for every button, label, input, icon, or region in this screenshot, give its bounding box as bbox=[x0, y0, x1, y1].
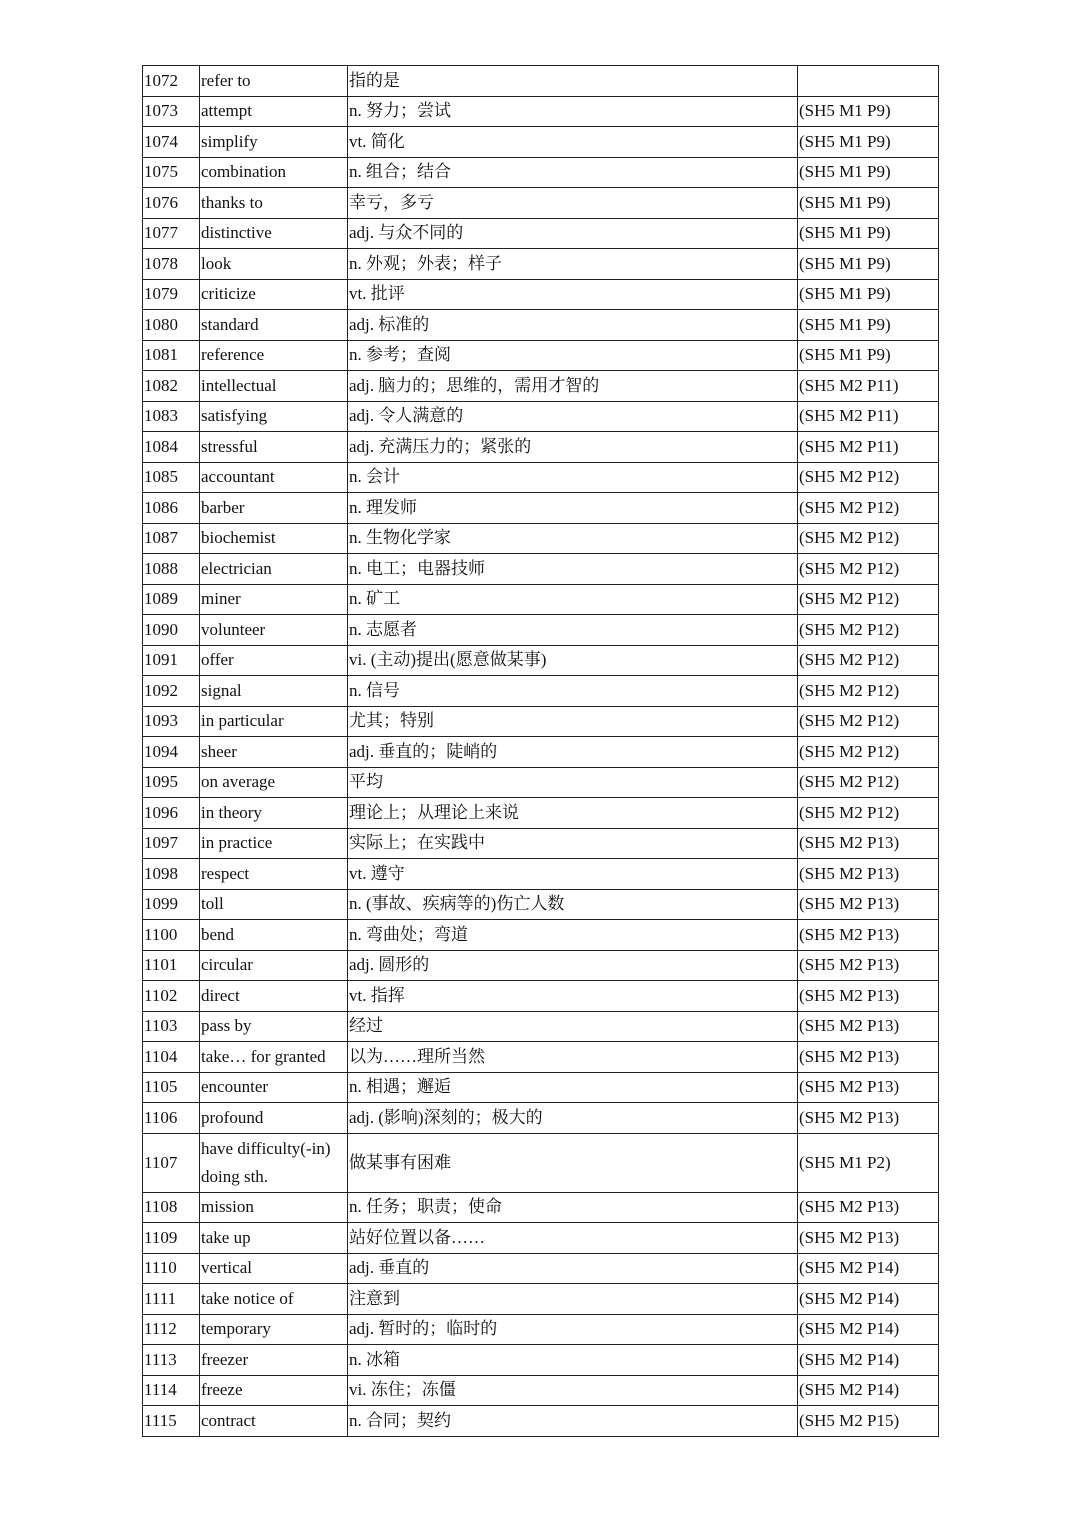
entry-number: 1100 bbox=[143, 920, 200, 951]
entry-source: (SH5 M2 P12) bbox=[798, 584, 939, 615]
entry-source: (SH5 M1 P9) bbox=[798, 310, 939, 341]
table-row bbox=[143, 96, 939, 127]
table-row bbox=[143, 798, 939, 829]
table-row bbox=[143, 1042, 939, 1073]
entry-number: 1095 bbox=[143, 767, 200, 798]
entry-definition: 以为……理所当然 bbox=[348, 1042, 798, 1073]
entry-word: simplify bbox=[200, 127, 348, 158]
entry-source: (SH5 M2 P13) bbox=[798, 920, 939, 951]
table-row bbox=[143, 1223, 939, 1254]
table-row bbox=[143, 1192, 939, 1223]
entry-source: (SH5 M1 P2) bbox=[798, 1133, 939, 1192]
table-row bbox=[143, 493, 939, 524]
entry-number: 1103 bbox=[143, 1011, 200, 1042]
table-row bbox=[143, 737, 939, 768]
table-row bbox=[143, 889, 939, 920]
entry-source: (SH5 M2 P11) bbox=[798, 401, 939, 432]
entry-word: refer to bbox=[200, 66, 348, 97]
entry-word: accountant bbox=[200, 462, 348, 493]
entry-word: attempt bbox=[200, 96, 348, 127]
table-row bbox=[143, 371, 939, 402]
table-row bbox=[143, 1314, 939, 1345]
entry-word: contract bbox=[200, 1406, 348, 1437]
entry-source: (SH5 M2 P12) bbox=[798, 737, 939, 768]
entry-word: profound bbox=[200, 1103, 348, 1134]
entry-word: sheer bbox=[200, 737, 348, 768]
entry-number: 1074 bbox=[143, 127, 200, 158]
entry-source bbox=[798, 66, 939, 97]
entry-definition: adj. 充满压力的；紧张的 bbox=[348, 432, 798, 463]
entry-number: 1086 bbox=[143, 493, 200, 524]
entry-number: 1092 bbox=[143, 676, 200, 707]
entry-source: (SH5 M2 P13) bbox=[798, 889, 939, 920]
entry-source: (SH5 M1 P9) bbox=[798, 340, 939, 371]
table-row bbox=[143, 859, 939, 890]
table-row bbox=[143, 66, 939, 97]
entry-word: stressful bbox=[200, 432, 348, 463]
entry-source: (SH5 M2 P12) bbox=[798, 706, 939, 737]
entry-word: freezer bbox=[200, 1345, 348, 1376]
entry-number: 1087 bbox=[143, 523, 200, 554]
entry-source: (SH5 M2 P13) bbox=[798, 1072, 939, 1103]
entry-number: 1090 bbox=[143, 615, 200, 646]
entry-number: 1077 bbox=[143, 218, 200, 249]
entry-source: (SH5 M2 P14) bbox=[798, 1314, 939, 1345]
table-row bbox=[143, 828, 939, 859]
entry-word: mission bbox=[200, 1192, 348, 1223]
entry-word: in practice bbox=[200, 828, 348, 859]
entry-word: combination bbox=[200, 157, 348, 188]
entry-number: 1073 bbox=[143, 96, 200, 127]
entry-word: bend bbox=[200, 920, 348, 951]
entry-definition: vt. 遵守 bbox=[348, 859, 798, 890]
entry-definition: vi. (主动)提出(愿意做某事) bbox=[348, 645, 798, 676]
entry-definition: vt. 简化 bbox=[348, 127, 798, 158]
entry-source: (SH5 M2 P13) bbox=[798, 828, 939, 859]
entry-number: 1093 bbox=[143, 706, 200, 737]
entry-source: (SH5 M2 P12) bbox=[798, 645, 939, 676]
entry-definition: adj. (影响)深刻的；极大的 bbox=[348, 1103, 798, 1134]
entry-definition: adj. 垂直的 bbox=[348, 1253, 798, 1284]
entry-source: (SH5 M2 P12) bbox=[798, 615, 939, 646]
entry-number: 1098 bbox=[143, 859, 200, 890]
entry-source: (SH5 M1 P9) bbox=[798, 218, 939, 249]
entry-definition: n. 外观；外表；样子 bbox=[348, 249, 798, 280]
entry-source: (SH5 M2 P12) bbox=[798, 523, 939, 554]
table-row bbox=[143, 615, 939, 646]
table-row bbox=[143, 1406, 939, 1437]
entry-word: criticize bbox=[200, 279, 348, 310]
entry-definition: 站好位置以备…… bbox=[348, 1223, 798, 1254]
entry-source: (SH5 M2 P13) bbox=[798, 859, 939, 890]
entry-word: take… for granted bbox=[200, 1042, 348, 1073]
entry-word: thanks to bbox=[200, 188, 348, 219]
entry-number: 1094 bbox=[143, 737, 200, 768]
entry-source: (SH5 M1 P9) bbox=[798, 96, 939, 127]
entry-word: miner bbox=[200, 584, 348, 615]
entry-definition: n. 组合；结合 bbox=[348, 157, 798, 188]
entry-number: 1104 bbox=[143, 1042, 200, 1073]
entry-number: 1114 bbox=[143, 1375, 200, 1406]
entry-number: 1085 bbox=[143, 462, 200, 493]
entry-definition: n. 志愿者 bbox=[348, 615, 798, 646]
entry-word: take up bbox=[200, 1223, 348, 1254]
entry-word: toll bbox=[200, 889, 348, 920]
entry-word: barber bbox=[200, 493, 348, 524]
entry-number: 1097 bbox=[143, 828, 200, 859]
entry-word: offer bbox=[200, 645, 348, 676]
entry-word: biochemist bbox=[200, 523, 348, 554]
entry-definition: adj. 与众不同的 bbox=[348, 218, 798, 249]
table-row bbox=[143, 432, 939, 463]
entry-definition: n. 生物化学家 bbox=[348, 523, 798, 554]
entry-word: respect bbox=[200, 859, 348, 890]
entry-source: (SH5 M2 P12) bbox=[798, 462, 939, 493]
entry-source: (SH5 M2 P12) bbox=[798, 493, 939, 524]
entry-definition: 平均 bbox=[348, 767, 798, 798]
entry-number: 1106 bbox=[143, 1103, 200, 1134]
entry-source: (SH5 M2 P13) bbox=[798, 981, 939, 1012]
entry-definition: n. 参考；查阅 bbox=[348, 340, 798, 371]
entry-number: 1107 bbox=[143, 1133, 200, 1192]
entry-word: satisfying bbox=[200, 401, 348, 432]
entry-definition: n. 努力；尝试 bbox=[348, 96, 798, 127]
entry-source: (SH5 M2 P14) bbox=[798, 1284, 939, 1315]
entry-definition: n. 相遇；邂逅 bbox=[348, 1072, 798, 1103]
entry-number: 1084 bbox=[143, 432, 200, 463]
entry-definition: 做某事有困难 bbox=[348, 1133, 798, 1192]
table-row bbox=[143, 279, 939, 310]
entry-number: 1072 bbox=[143, 66, 200, 97]
table-row bbox=[143, 1103, 939, 1134]
entry-source: (SH5 M2 P13) bbox=[798, 1192, 939, 1223]
entry-definition: n. 任务；职责；使命 bbox=[348, 1192, 798, 1223]
entry-definition: 经过 bbox=[348, 1011, 798, 1042]
table-row bbox=[143, 1253, 939, 1284]
entry-word: distinctive bbox=[200, 218, 348, 249]
table-row bbox=[143, 310, 939, 341]
entry-source: (SH5 M1 P9) bbox=[798, 249, 939, 280]
entry-number: 1078 bbox=[143, 249, 200, 280]
entry-source: (SH5 M2 P13) bbox=[798, 1011, 939, 1042]
table-row bbox=[143, 1072, 939, 1103]
table-row bbox=[143, 401, 939, 432]
entry-definition: 实际上；在实践中 bbox=[348, 828, 798, 859]
entry-definition: adj. 暂时的；临时的 bbox=[348, 1314, 798, 1345]
entry-number: 1109 bbox=[143, 1223, 200, 1254]
entry-definition: adj. 圆形的 bbox=[348, 950, 798, 981]
entry-definition: n. 弯曲处；弯道 bbox=[348, 920, 798, 951]
entry-number: 1113 bbox=[143, 1345, 200, 1376]
table-row bbox=[143, 676, 939, 707]
entry-source: (SH5 M2 P13) bbox=[798, 1223, 939, 1254]
entry-source: (SH5 M2 P13) bbox=[798, 1042, 939, 1073]
entry-definition: adj. 令人满意的 bbox=[348, 401, 798, 432]
entry-number: 1102 bbox=[143, 981, 200, 1012]
table-row bbox=[143, 554, 939, 585]
entry-number: 1081 bbox=[143, 340, 200, 371]
entry-source: (SH5 M1 P9) bbox=[798, 157, 939, 188]
entry-definition: 幸亏，多亏 bbox=[348, 188, 798, 219]
entry-word: take notice of bbox=[200, 1284, 348, 1315]
table-row bbox=[143, 218, 939, 249]
table-row bbox=[143, 1011, 939, 1042]
entry-number: 1111 bbox=[143, 1284, 200, 1315]
entry-number: 1099 bbox=[143, 889, 200, 920]
table-row bbox=[143, 1345, 939, 1376]
table-row bbox=[143, 767, 939, 798]
entry-number: 1076 bbox=[143, 188, 200, 219]
entry-word: direct bbox=[200, 981, 348, 1012]
table-row bbox=[143, 523, 939, 554]
entry-definition: n. (事故、疾病等的)伤亡人数 bbox=[348, 889, 798, 920]
entry-number: 1110 bbox=[143, 1253, 200, 1284]
table-row bbox=[143, 157, 939, 188]
entry-word: standard bbox=[200, 310, 348, 341]
entry-word: look bbox=[200, 249, 348, 280]
entry-source: (SH5 M1 P9) bbox=[798, 127, 939, 158]
table-row bbox=[143, 1133, 939, 1192]
entry-source: (SH5 M2 P12) bbox=[798, 676, 939, 707]
entry-number: 1079 bbox=[143, 279, 200, 310]
entry-definition: adj. 垂直的；陡峭的 bbox=[348, 737, 798, 768]
entry-definition: vt. 批评 bbox=[348, 279, 798, 310]
entry-source: (SH5 M1 P9) bbox=[798, 188, 939, 219]
entry-number: 1075 bbox=[143, 157, 200, 188]
table-row bbox=[143, 706, 939, 737]
entry-definition: 理论上；从理论上来说 bbox=[348, 798, 798, 829]
entry-word: in particular bbox=[200, 706, 348, 737]
entry-number: 1115 bbox=[143, 1406, 200, 1437]
entry-word: pass by bbox=[200, 1011, 348, 1042]
entry-word: circular bbox=[200, 950, 348, 981]
entry-definition: n. 理发师 bbox=[348, 493, 798, 524]
table-row bbox=[143, 1284, 939, 1315]
entry-number: 1112 bbox=[143, 1314, 200, 1345]
entry-definition: adj. 脑力的；思维的，需用才智的 bbox=[348, 371, 798, 402]
entry-word: on average bbox=[200, 767, 348, 798]
table-row bbox=[143, 645, 939, 676]
table-row bbox=[143, 249, 939, 280]
entry-definition: n. 会计 bbox=[348, 462, 798, 493]
entry-number: 1096 bbox=[143, 798, 200, 829]
entry-definition: n. 冰箱 bbox=[348, 1345, 798, 1376]
entry-word: reference bbox=[200, 340, 348, 371]
entry-source: (SH5 M2 P12) bbox=[798, 554, 939, 585]
table-row bbox=[143, 950, 939, 981]
entry-source: (SH5 M1 P9) bbox=[798, 279, 939, 310]
entry-source: (SH5 M2 P11) bbox=[798, 432, 939, 463]
entry-word: freeze bbox=[200, 1375, 348, 1406]
entry-source: (SH5 M2 P12) bbox=[798, 767, 939, 798]
entry-word: volunteer bbox=[200, 615, 348, 646]
entry-source: (SH5 M2 P13) bbox=[798, 1103, 939, 1134]
entry-number: 1083 bbox=[143, 401, 200, 432]
table-row bbox=[143, 920, 939, 951]
entry-definition: vi. 冻住；冻僵 bbox=[348, 1375, 798, 1406]
entry-source: (SH5 M2 P15) bbox=[798, 1406, 939, 1437]
entry-word: temporary bbox=[200, 1314, 348, 1345]
entry-source: (SH5 M2 P12) bbox=[798, 798, 939, 829]
table-row bbox=[143, 462, 939, 493]
table-row bbox=[143, 1375, 939, 1406]
table-row bbox=[143, 127, 939, 158]
table-row bbox=[143, 188, 939, 219]
entry-source: (SH5 M2 P13) bbox=[798, 950, 939, 981]
entry-definition: adj. 标准的 bbox=[348, 310, 798, 341]
entry-source: (SH5 M2 P14) bbox=[798, 1253, 939, 1284]
entry-number: 1089 bbox=[143, 584, 200, 615]
entry-word: in theory bbox=[200, 798, 348, 829]
vocabulary-table bbox=[142, 65, 939, 1437]
entry-definition: 尤其；特别 bbox=[348, 706, 798, 737]
entry-source: (SH5 M2 P14) bbox=[798, 1345, 939, 1376]
entry-number: 1091 bbox=[143, 645, 200, 676]
entry-definition: n. 信号 bbox=[348, 676, 798, 707]
entry-word: vertical bbox=[200, 1253, 348, 1284]
entry-source: (SH5 M2 P11) bbox=[798, 371, 939, 402]
entry-number: 1105 bbox=[143, 1072, 200, 1103]
entry-source: (SH5 M2 P14) bbox=[798, 1375, 939, 1406]
entry-word: signal bbox=[200, 676, 348, 707]
entry-definition: n. 电工；电器技师 bbox=[348, 554, 798, 585]
table-row bbox=[143, 981, 939, 1012]
entry-number: 1108 bbox=[143, 1192, 200, 1223]
entry-number: 1080 bbox=[143, 310, 200, 341]
entry-word: electrician bbox=[200, 554, 348, 585]
vocabulary-table-body bbox=[143, 66, 939, 1437]
entry-number: 1101 bbox=[143, 950, 200, 981]
entry-definition: 指的是 bbox=[348, 66, 798, 97]
entry-word: encounter bbox=[200, 1072, 348, 1103]
entry-definition: n. 矿工 bbox=[348, 584, 798, 615]
table-row bbox=[143, 584, 939, 615]
entry-number: 1088 bbox=[143, 554, 200, 585]
entry-word: intellectual bbox=[200, 371, 348, 402]
entry-definition: vt. 指挥 bbox=[348, 981, 798, 1012]
entry-word: have difficulty(-in) doing sth. bbox=[200, 1133, 348, 1192]
entry-definition: n. 合同；契约 bbox=[348, 1406, 798, 1437]
entry-number: 1082 bbox=[143, 371, 200, 402]
table-row bbox=[143, 340, 939, 371]
entry-definition: 注意到 bbox=[348, 1284, 798, 1315]
